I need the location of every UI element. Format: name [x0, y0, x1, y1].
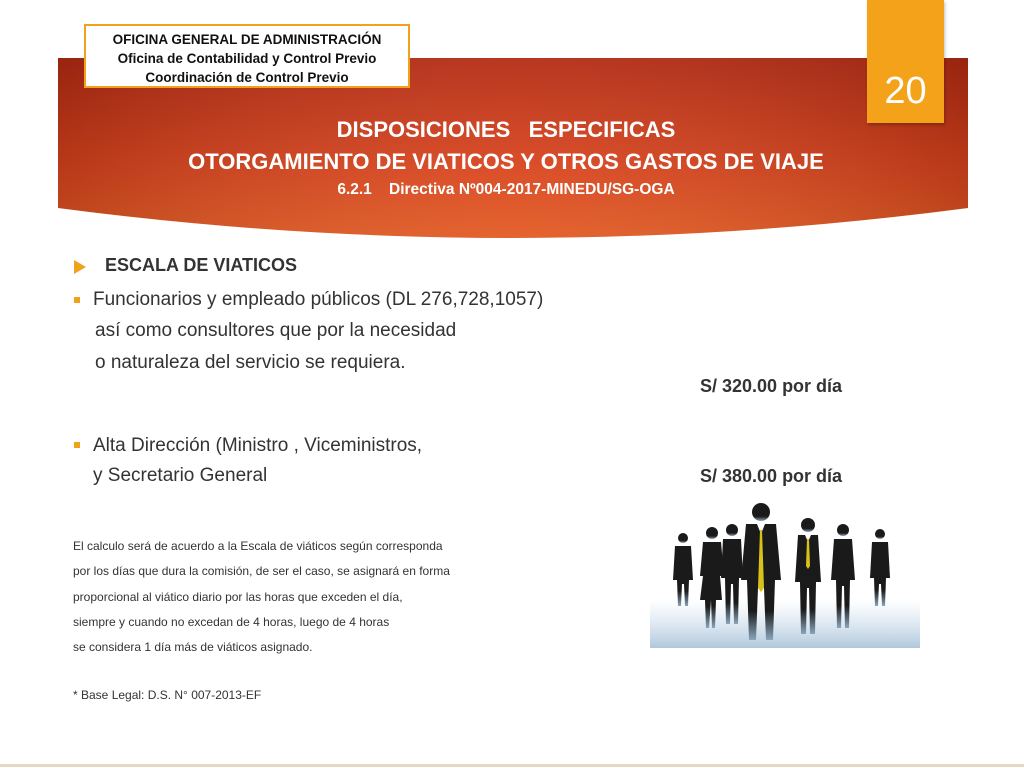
office-line-2: Oficina de Contabilidad y Control Previo	[117, 51, 377, 66]
note-line: El calculo será de acuerdo a la Escala de viáticos según corresponda	[73, 539, 443, 553]
bottom-divider	[0, 764, 1024, 767]
rate-1: S/ 320.00 por día	[700, 376, 843, 396]
note-line: se considera 1 día más de viáticos asignado.	[73, 640, 313, 655]
slide-title	[100, 114, 912, 202]
item-1-line-2: así como consultores que por la necesidad	[95, 320, 457, 341]
page-number: 20	[884, 70, 927, 112]
item-1-line-1: Funcionarios y empleado públicos (DL 276,728,1057)	[93, 289, 544, 310]
legal-basis: * Base Legal: D.S. N° 007-2013-EF	[73, 688, 262, 702]
title-line-3: 6.2.1 Directiva Nº004-2017-MINEDU/SG-OGA	[337, 181, 675, 198]
note-line: por los días que dura la comisión, de ser el caso, se asignará en forma	[73, 564, 450, 579]
square-bullet-icon	[74, 442, 80, 448]
item-2-line-1: Alta Dirección (Ministro , Viceministros,	[93, 435, 423, 456]
office-line-1: OFICINA GENERAL DE ADMINISTRACIÓN	[112, 32, 382, 47]
office-line-3: Coordinación de Control Previo	[145, 70, 349, 85]
business-people-silhouettes-icon	[650, 500, 920, 648]
office-header-box	[84, 24, 410, 88]
note-line: siempre y cuando no excedan de 4 horas, luego de 4 horas	[73, 614, 390, 629]
calculation-note	[73, 534, 450, 660]
item-1-line-3: o naturaleza del servicio se requiera.	[95, 352, 406, 373]
title-line-2: OTORGAMIENTO DE VIATICOS Y OTROS GASTOS DE VIAJE	[188, 149, 824, 174]
note-line: proporcional al viático diario por las horas que exceden el día,	[73, 589, 403, 604]
title-line-1: DISPOSICIONES ESPECIFICAS	[336, 117, 676, 142]
page-number-tab	[867, 0, 944, 123]
item-2-line-2: y Secretario General	[93, 465, 268, 486]
square-bullet-icon	[74, 297, 80, 303]
rate-2: S/ 380.00 por día	[700, 466, 843, 486]
arrow-bullet-icon	[74, 260, 86, 274]
section-heading: ESCALA DE VIATICOS	[105, 255, 298, 275]
